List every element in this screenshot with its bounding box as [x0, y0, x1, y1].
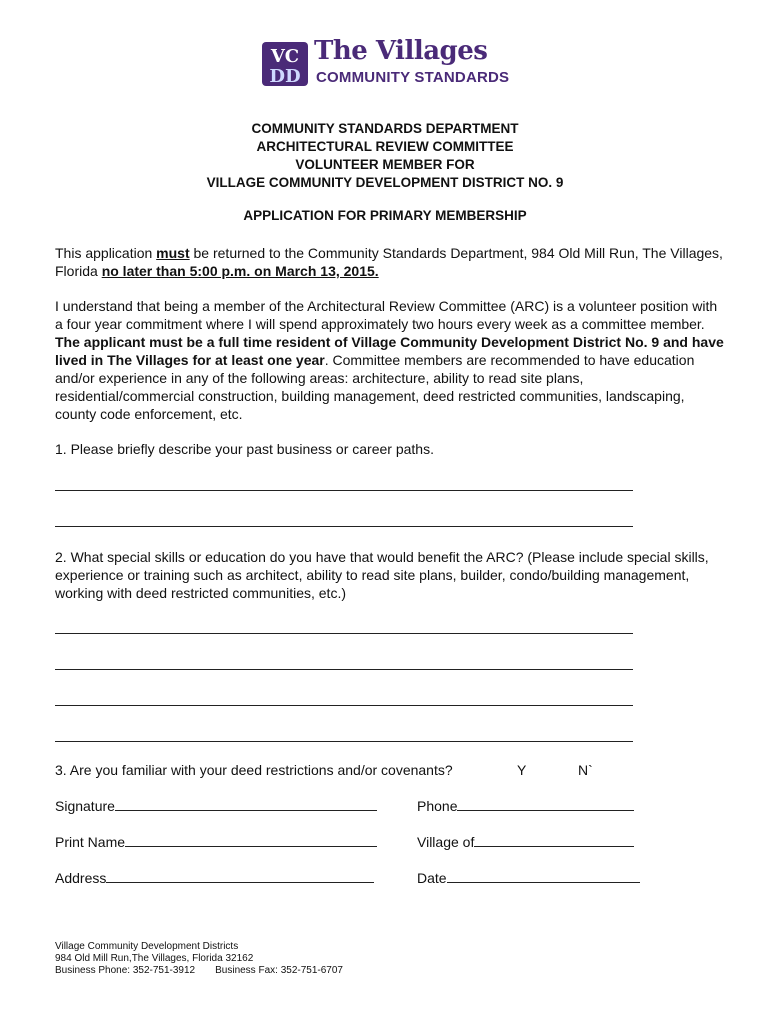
- header-line: ARCHITECTURAL REVIEW COMMITTEE: [256, 139, 514, 154]
- address-field[interactable]: Address: [55, 870, 374, 886]
- answer-line[interactable]: [55, 669, 633, 670]
- answer-line[interactable]: [55, 705, 633, 706]
- phone-field[interactable]: Phone: [417, 798, 634, 814]
- footer: [55, 941, 343, 977]
- svg-text:DD: DD: [269, 66, 301, 87]
- signature-field[interactable]: Signature: [55, 798, 377, 814]
- answer-line[interactable]: [55, 526, 633, 527]
- application-title: APPLICATION FOR PRIMARY MEMBERSHIP: [243, 208, 527, 223]
- footer-phone: Business Phone: 352-751-3912: [55, 965, 196, 976]
- answer-line[interactable]: [55, 741, 633, 742]
- footer-contact: [55, 965, 343, 977]
- document-header: [0, 120, 770, 192]
- date-field[interactable]: Date: [417, 870, 640, 886]
- footer-fax: Business Fax: 352-751-6707: [215, 965, 343, 976]
- footer-org: Village Community Development Districts: [55, 941, 239, 952]
- answer-line[interactable]: [55, 490, 633, 491]
- question-1: 1. Please briefly describe your past business or career paths.: [55, 441, 434, 457]
- question-2: 2. What special skills or education do you have that would benefit the ARC? (Please include special skills, experience or training such as architect, ability to read site plans, builder, condo/building management, working with deed restricted communities, etc.): [55, 549, 709, 601]
- no-option[interactable]: N`: [578, 762, 593, 778]
- svg-text:VC: VC: [270, 46, 300, 67]
- vccd-logo-icon: [260, 38, 310, 88]
- emphasis-must: must: [156, 245, 190, 261]
- header-line: VILLAGE COMMUNITY DEVELOPMENT DISTRICT NO. 9: [206, 175, 564, 190]
- header-line: VOLUNTEER MEMBER FOR: [295, 157, 475, 172]
- print-name-field[interactable]: Print Name: [55, 834, 377, 850]
- answer-line[interactable]: [55, 633, 633, 634]
- yes-option[interactable]: Y: [517, 762, 527, 778]
- header-line: COMMUNITY STANDARDS DEPARTMENT: [251, 121, 519, 136]
- intro-paragraph: This application must be returned to the Community Standards Department, 984 Old Mill Run, The Villages, Florida no later than 5:00 p.m. on March 13, 2015.: [55, 245, 723, 279]
- brand-subtitle: COMMUNITY STANDARDS: [316, 69, 510, 86]
- brand-name: The Villages: [314, 36, 488, 66]
- description-paragraph: I understand that being a member of the Architectural Review Committee (ARC) is a volunteer position with a four year commitment where I will spend approximately two hours every week as a committee member. The applicant must be a full time resident of Village Community Development District No. 9 and have lived in The Villages for at least one year. Committee members are recommended to have education and/or experience in any of the following areas: architecture, ability to read site plans, residential/commercial construction, building management, deed restricted communities, landscaping, county code enforcement, etc.: [55, 298, 724, 422]
- question-3: 3. Are you familiar with your deed restrictions and/or covenants?: [55, 762, 453, 778]
- eligibility-requirement: The applicant must be a full time resident of Village Community Development District No. 9 and have lived in The Villages for at least one year: [55, 334, 724, 368]
- deadline: no later than 5:00 p.m. on March 13, 2015.: [101, 263, 379, 279]
- village-field[interactable]: Village of: [417, 834, 634, 850]
- footer-address: 984 Old Mill Run,The Villages, Florida 32162: [55, 953, 254, 964]
- logo: [260, 38, 510, 90]
